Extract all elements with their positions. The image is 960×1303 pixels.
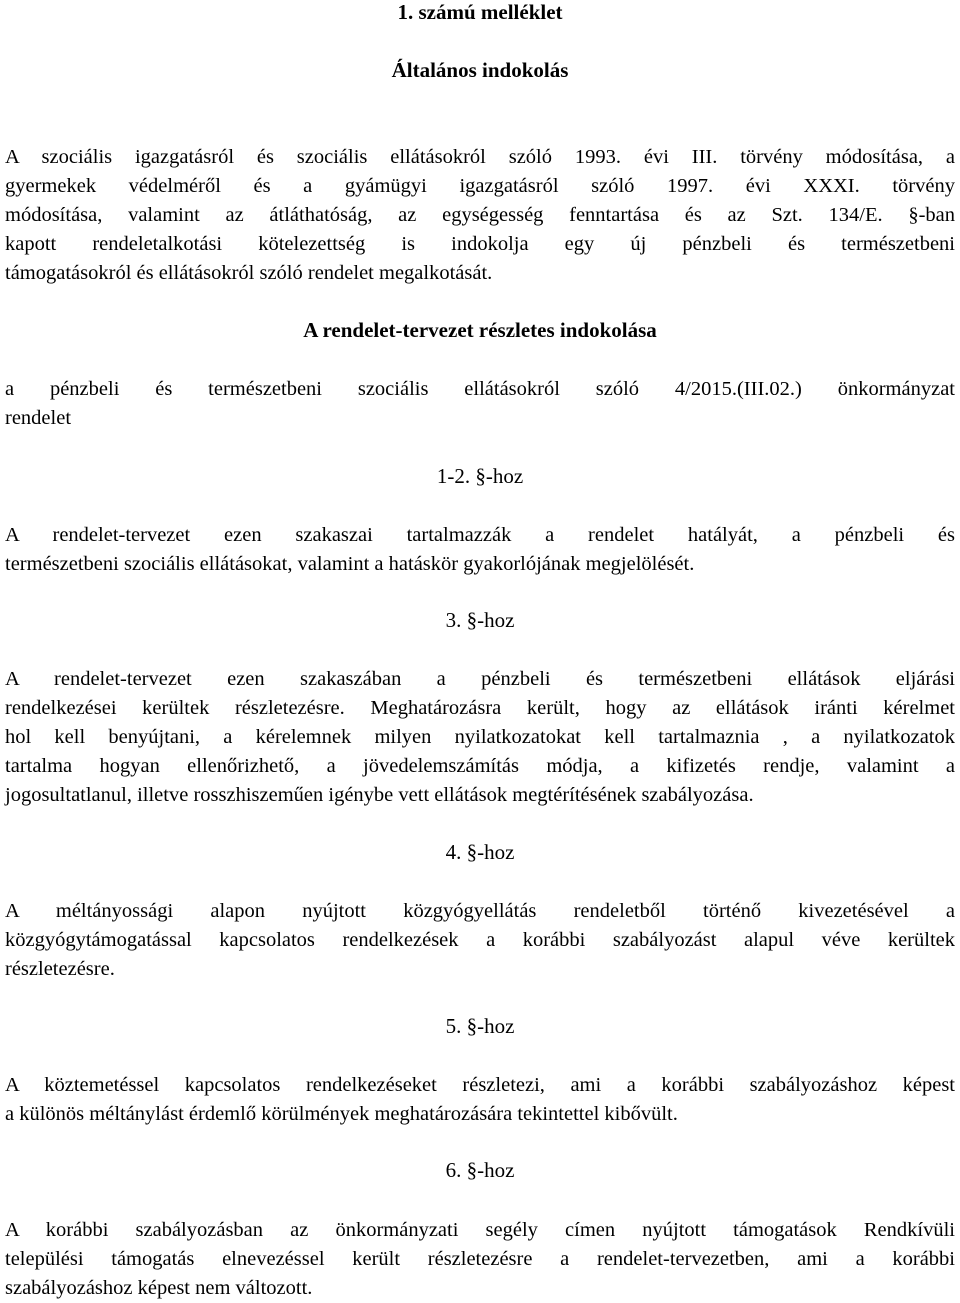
general-paragraph-line: kapott rendeletalkotási kötelezettség is indokolja egy új pénzbeli és természetbeni: [5, 233, 955, 255]
section-paragraph-line: A köztemetéssel kapcsolatos rendelkezéseket részletezi, ami a korábbi szabályozáshoz képest: [5, 1074, 955, 1096]
section-paragraph-line: hol kell benyújtani, a kérelemnek milyen nyilatkozatokat kell tartalmaznia , a nyilatkozatok: [5, 726, 955, 748]
section-paragraph-line: A rendelet-tervezet ezen szakaszában a pénzbeli és természetbeni ellátások eljárási: [5, 668, 955, 690]
section-paragraph-line: szabályozáshoz képest nem változott.: [5, 1277, 313, 1299]
section-paragraph-line: természetbeni szociális ellátásokat, valamint a hatáskör gyakorlójának megjelölését.: [5, 553, 695, 575]
section-paragraph-line: A rendelet-tervezet ezen szakaszai tartalmazzák a rendelet hatályát, a pénzbeli és: [5, 524, 955, 546]
regulation-title-line: rendelet: [5, 407, 72, 429]
section-paragraph-line: részletezésre.: [5, 958, 115, 980]
section-paragraph-line: a különös méltánylást érdemlő körülmények meghatározására tekintettel kibővült.: [5, 1103, 678, 1125]
detailed-justification-title: A rendelet-tervezet részletes indokolása: [303, 318, 657, 342]
general-paragraph-line: módosítása, valamint az átláthatóság, az egységesség fenntartása és az Szt. 134/E. §-ban: [5, 204, 955, 226]
annex-title: 1. számú melléklet: [397, 0, 563, 24]
section-paragraph-line: közgyógytámogatással kapcsolatos rendelkezések a korábbi szabályozást alapul véve kerültek: [5, 929, 955, 951]
section-heading: 3. §-hoz: [445, 608, 515, 632]
section-paragraph-line: A méltányossági alapon nyújtott közgyógyellátás rendeletből történő kivezetésével a: [5, 900, 955, 922]
section-paragraph-line: jogosultatlanul, illetve rosszhiszeműen igénybe vett ellátások megtérítésének szabályozása.: [5, 784, 754, 806]
regulation-title-line: a pénzbeli és természetbeni szociális ellátásokról szóló 4/2015.(III.02.) önkormányzat: [5, 378, 955, 400]
section-heading: 1-2. §-hoz: [436, 464, 524, 488]
general-paragraph-line: gyermekek védelméről és a gyámügyi igazgatásról szóló 1997. évi XXXI. törvény: [5, 175, 955, 197]
section-paragraph-line: A korábbi szabályozásban az önkormányzati segély címen nyújtott támogatások Rendkívüli: [5, 1219, 955, 1241]
section-heading: 5. §-hoz: [445, 1014, 515, 1038]
general-justification-title: Általános indokolás: [391, 58, 569, 82]
section-paragraph-line: rendelkezései kerültek részletezésre. Meghatározásra került, hogy az ellátások iránti kérelmet: [5, 697, 955, 719]
section-heading: 6. §-hoz: [445, 1158, 515, 1182]
section-paragraph-line: tartalma hogyan ellenőrizhető, a jövedelemszámítás módja, a kifizetés rendje, valamint a: [5, 755, 955, 777]
general-paragraph-line: A szociális igazgatásról és szociális ellátásokról szóló 1993. évi III. törvény módosítása, a: [5, 146, 955, 168]
section-paragraph-line: települési támogatás elnevezéssel került részletezésre a rendelet-tervezetben, ami a korábbi: [5, 1248, 955, 1270]
section-heading: 4. §-hoz: [445, 840, 515, 864]
general-paragraph-line: támogatásokról és ellátásokról szóló rendelet megalkotását.: [5, 262, 493, 284]
